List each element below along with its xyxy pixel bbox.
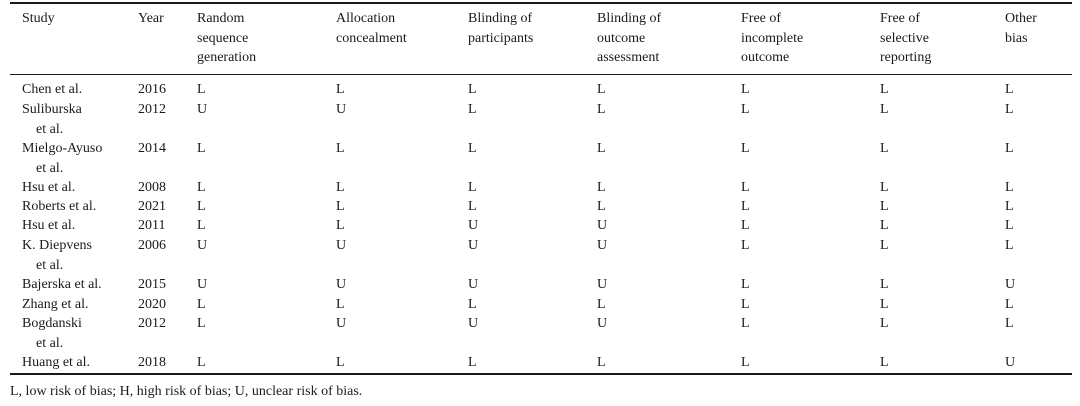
study-name-line: Roberts et al. (22, 199, 97, 214)
cell-random: L (197, 141, 206, 156)
cell-other: L (1005, 238, 1014, 253)
cell-study (22, 314, 82, 353)
cell-blind_outcome: U (597, 316, 608, 331)
header-allocation: Allocation concealment (336, 11, 407, 46)
cell-year: 2021 (138, 199, 166, 214)
cell-study (22, 80, 82, 100)
cell-blind_outcome: U (597, 238, 608, 253)
header-year: Year (138, 11, 164, 26)
cell-allocation: L (336, 82, 345, 97)
cell-blind_part: L (468, 355, 477, 370)
cell-incomplete: L (741, 180, 750, 195)
cell-selective: L (880, 141, 889, 156)
study-name-line: Huang et al. (22, 355, 91, 370)
cell-year: 2020 (138, 297, 166, 312)
cell-blind_outcome: L (597, 180, 606, 195)
study-name-line: Bajerska et al. (22, 277, 102, 292)
cell-blind_outcome: U (597, 277, 608, 292)
cell-other: L (1005, 316, 1014, 331)
cell-other: L (1005, 141, 1014, 156)
cell-allocation: L (336, 355, 345, 370)
cell-year: 2014 (138, 141, 166, 156)
header-incomplete: Free of incomplete outcome (741, 11, 804, 65)
cell-year: 2015 (138, 277, 166, 292)
cell-blind_part: U (468, 316, 479, 331)
cell-incomplete: L (741, 82, 750, 97)
cell-study (22, 295, 88, 315)
table-footnote: L, low risk of bias; H, high risk of bias; U, unclear risk of bias. (10, 384, 363, 399)
cell-other: U (1005, 355, 1016, 370)
study-name-line: Suliburska (22, 102, 82, 117)
cell-incomplete: L (741, 316, 750, 331)
cell-selective: L (880, 238, 889, 253)
cell-study (22, 275, 102, 295)
cell-allocation: U (336, 277, 347, 292)
study-name-line: Chen et al. (22, 82, 83, 97)
study-name-line: et al. (36, 335, 64, 351)
header-other: Other bias (1005, 11, 1037, 46)
cell-year: 2006 (138, 238, 166, 253)
cell-other: L (1005, 82, 1014, 97)
study-name-line: Hsu et al. (22, 180, 76, 195)
cell-incomplete: L (741, 297, 750, 312)
cell-blind_outcome: L (597, 141, 606, 156)
cell-blind_outcome: L (597, 355, 606, 370)
cell-other: L (1005, 180, 1014, 195)
cell-allocation: L (336, 218, 345, 233)
cell-blind_outcome: U (597, 218, 608, 233)
cell-incomplete: L (741, 141, 750, 156)
cell-selective: L (880, 297, 889, 312)
cell-selective: L (880, 102, 889, 117)
study-name-line: Mielgo-Ayuso (22, 141, 103, 156)
cell-blind_part: U (468, 218, 479, 233)
header-selective: Free of selective reporting (880, 11, 932, 65)
cell-year: 2008 (138, 180, 166, 195)
header-study: Study (22, 11, 55, 26)
cell-incomplete: L (741, 238, 750, 253)
cell-study (22, 139, 102, 178)
cell-study (22, 178, 75, 198)
cell-selective: L (880, 316, 889, 331)
cell-allocation: U (336, 238, 347, 253)
cell-selective: L (880, 355, 889, 370)
header-blind_outcome: Blinding of outcome assessment (597, 11, 662, 65)
study-name-line: Zhang et al. (22, 297, 89, 312)
cell-random: L (197, 316, 206, 331)
cell-random: L (197, 218, 206, 233)
cell-allocation: L (336, 199, 345, 214)
study-name-line: Hsu et al. (22, 218, 76, 233)
cell-blind_part: L (468, 297, 477, 312)
table-bottom-rule (10, 373, 1072, 375)
cell-blind_outcome: L (597, 199, 606, 214)
cell-blind_outcome: L (597, 297, 606, 312)
cell-allocation: L (336, 297, 345, 312)
cell-random: L (197, 355, 206, 370)
study-name-line: Bogdanski (22, 316, 82, 331)
cell-selective: L (880, 82, 889, 97)
cell-random: U (197, 277, 208, 292)
cell-year: 2018 (138, 355, 166, 370)
cell-incomplete: L (741, 199, 750, 214)
study-name-line: et al. (36, 257, 64, 273)
table-header-rule (10, 74, 1072, 75)
cell-blind_part: U (468, 277, 479, 292)
header-random: Random sequence generation (197, 11, 257, 65)
study-name-line: K. Diepvens (22, 238, 92, 253)
study-name-line: et al. (36, 121, 64, 137)
cell-study (22, 197, 96, 217)
cell-blind_part: U (468, 238, 479, 253)
cell-other: L (1005, 218, 1014, 233)
cell-random: L (197, 180, 206, 195)
cell-other: U (1005, 277, 1016, 292)
cell-year: 2012 (138, 316, 166, 331)
cell-allocation: L (336, 180, 345, 195)
cell-year: 2011 (138, 218, 166, 233)
cell-random: L (197, 199, 206, 214)
cell-blind_outcome: L (597, 102, 606, 117)
cell-allocation: L (336, 141, 345, 156)
cell-allocation: U (336, 316, 347, 331)
cell-incomplete: L (741, 218, 750, 233)
cell-study (22, 100, 82, 139)
cell-random: L (197, 297, 206, 312)
cell-other: L (1005, 297, 1014, 312)
cell-blind_part: L (468, 141, 477, 156)
cell-study (22, 353, 90, 373)
cell-allocation: U (336, 102, 347, 117)
table-top-rule (10, 2, 1072, 4)
cell-random: U (197, 238, 208, 253)
cell-incomplete: L (741, 277, 750, 292)
cell-blind_outcome: L (597, 82, 606, 97)
cell-incomplete: L (741, 355, 750, 370)
cell-study (22, 216, 75, 236)
cell-selective: L (880, 180, 889, 195)
cell-other: L (1005, 199, 1014, 214)
cell-blind_part: L (468, 180, 477, 195)
cell-other: L (1005, 102, 1014, 117)
cell-blind_part: L (468, 82, 477, 97)
cell-year: 2016 (138, 82, 166, 97)
study-name-line: et al. (36, 160, 64, 176)
cell-random: L (197, 82, 206, 97)
cell-selective: L (880, 277, 889, 292)
cell-blind_part: L (468, 102, 477, 117)
cell-random: U (197, 102, 208, 117)
cell-year: 2012 (138, 102, 166, 117)
header-blind_part: Blinding of participants (468, 11, 534, 46)
cell-blind_part: L (468, 199, 477, 214)
cell-incomplete: L (741, 102, 750, 117)
cell-selective: L (880, 218, 889, 233)
cell-study (22, 236, 92, 275)
cell-selective: L (880, 199, 889, 214)
